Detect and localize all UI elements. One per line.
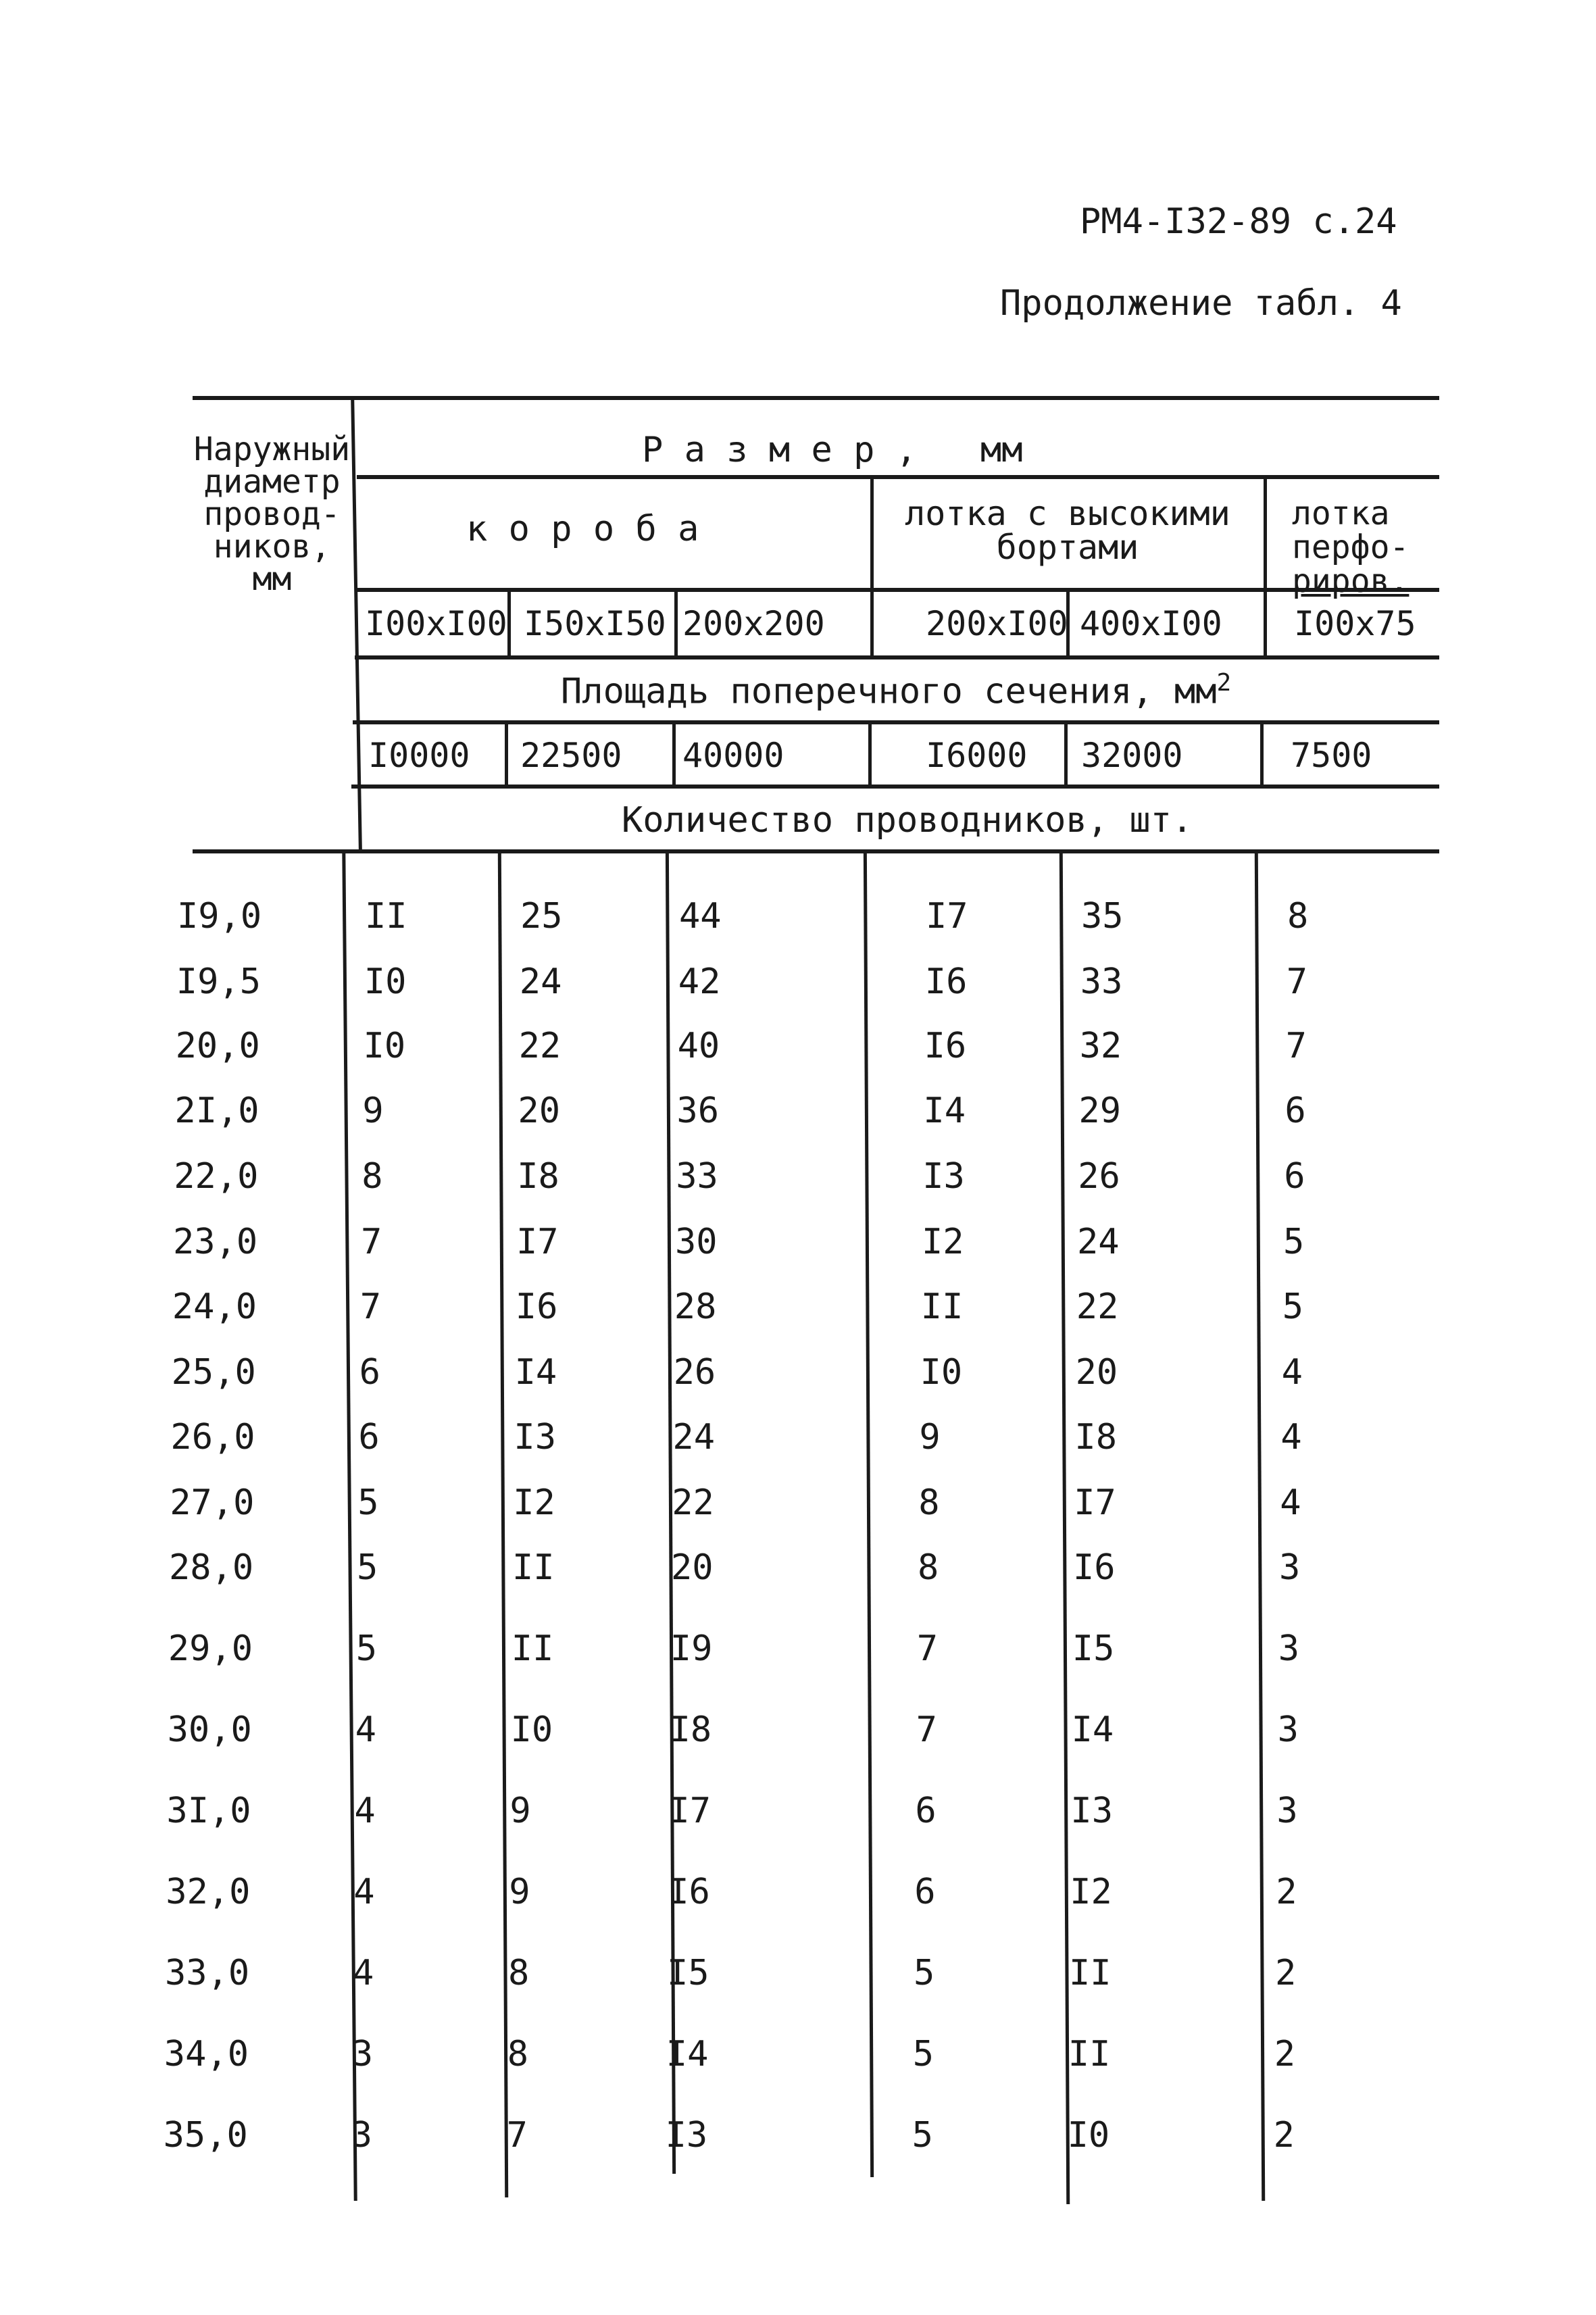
conductor-count-cell: 44 xyxy=(679,896,722,937)
conductor-count-cell: 6 xyxy=(359,1352,380,1393)
conductor-count-cell: 2 xyxy=(1275,1953,1297,1993)
diameter-cell: 32,0 xyxy=(166,1872,251,1912)
conductor-count-cell: 22 xyxy=(518,1026,562,1066)
conductor-count-cell: І0 xyxy=(920,1352,963,1393)
diameter-cell: 24,0 xyxy=(172,1287,257,1327)
area-cell: 7500 xyxy=(1291,736,1372,775)
perforated-tray-group-header xyxy=(1292,497,1409,598)
diameter-cell: 20,0 xyxy=(175,1026,260,1066)
col-rule-5-body xyxy=(1255,849,1265,2201)
diameter-cell: 23,0 xyxy=(173,1222,258,1262)
high-side-trays-line: лотка с высокими xyxy=(905,494,1230,533)
conductor-count-cell: 3 xyxy=(1276,1791,1298,1831)
conductor-count-cell: 3 xyxy=(1277,1710,1299,1750)
conductor-count-cell: 8 xyxy=(1287,896,1309,937)
conductor-count-cell: 5 xyxy=(357,1547,378,1588)
conductor-count-cell: 7 xyxy=(361,1222,382,1262)
group-header-rule xyxy=(357,588,1439,592)
table-continuation-caption: Продолжение табл. 4 xyxy=(1000,283,1402,324)
areas-rule xyxy=(351,785,1439,789)
col-rule-3-body xyxy=(864,849,874,2177)
conductor-count-cell: 26 xyxy=(1078,1156,1120,1197)
conductor-count-cell: І6 xyxy=(924,1026,967,1066)
conductor-count-cell: 4 xyxy=(1281,1352,1303,1393)
diameter-cell: 28,0 xyxy=(169,1547,254,1588)
conductor-count-cell: І9 xyxy=(670,1628,713,1669)
cross-section-area-label xyxy=(561,669,1232,712)
conductor-count-cell: 26 xyxy=(673,1352,716,1393)
conductor-count-cell: 5 xyxy=(912,2115,933,2156)
area-cell: І0000 xyxy=(368,736,470,775)
conductor-count-cell: І0 xyxy=(1067,2115,1110,2156)
conductor-count-cell: ІІ xyxy=(920,1287,964,1327)
outer-diameter-header-line: мм xyxy=(252,560,292,598)
conductor-count-cell: 9 xyxy=(919,1417,941,1458)
first-column-rule-body xyxy=(342,849,357,2201)
conductor-count-cell: 8 xyxy=(508,1953,530,1993)
conductor-count-cell: І7 xyxy=(668,1791,712,1831)
conductor-count-cell: І8 xyxy=(669,1710,712,1750)
conductor-count-cell: ІІ xyxy=(365,896,407,937)
col-rule-1-area xyxy=(505,720,508,785)
conductor-count-cell: ІІ xyxy=(512,1547,555,1588)
outer-diameter-header xyxy=(193,432,351,596)
conductor-count-label: Количество проводников, шт. xyxy=(622,800,1193,841)
conductor-count-cell: І3 xyxy=(1070,1791,1114,1831)
conductor-count-cell: І7 xyxy=(1074,1483,1116,1523)
conductor-count-cell: 20 xyxy=(518,1091,561,1131)
col-rule-5-area xyxy=(1260,720,1264,785)
conductor-count-cell: І3 xyxy=(922,1156,965,1197)
conductor-count-cell: 20 xyxy=(1075,1352,1118,1393)
diameter-cell: І9,0 xyxy=(177,896,262,937)
area-unit-superscript: 2 xyxy=(1216,669,1232,697)
conductor-count-cell: 22 xyxy=(672,1483,714,1523)
conductor-count-cell: 8 xyxy=(918,1483,940,1523)
diameter-cell: 29,0 xyxy=(168,1628,253,1669)
area-cell: 40000 xyxy=(682,736,784,775)
conductor-count-cell: 3 xyxy=(1278,1628,1300,1669)
conductor-count-cell: І5 xyxy=(667,1953,709,1993)
cross-section-area-text: Площадь поперечного сечения, мм xyxy=(561,671,1217,712)
size-cell: І50хІ50 xyxy=(524,604,666,643)
conductor-count-cell: 9 xyxy=(509,1791,531,1831)
conductor-count-cell: І3 xyxy=(514,1417,557,1458)
conductor-count-cell: 8 xyxy=(361,1156,383,1197)
conductor-count-cell: ІІ xyxy=(1069,1953,1112,1993)
conductor-count-cell: 20 xyxy=(671,1547,714,1588)
col-rule-1-body xyxy=(498,849,508,2197)
outer-diameter-header-line: Наружный xyxy=(193,430,351,468)
diameter-cell: 34,0 xyxy=(164,2034,249,2074)
size-header-rule xyxy=(357,475,1439,479)
conductor-count-cell: І5 xyxy=(1072,1628,1115,1669)
area-label-rule xyxy=(353,720,1439,724)
size-cell: І00хІ00 xyxy=(365,604,507,643)
size-cell: 200хІ00 xyxy=(926,604,1068,643)
size-cell: І00х75 xyxy=(1294,604,1416,643)
conductor-count-cell: 2 xyxy=(1276,1872,1297,1912)
conductor-count-cell: 6 xyxy=(358,1417,380,1458)
conductor-count-cell: 28 xyxy=(674,1287,717,1327)
conductor-count-cell: 5 xyxy=(355,1628,378,1669)
conductor-count-cell: І6 xyxy=(668,1872,710,1912)
outer-diameter-header-line: диаметр xyxy=(203,463,341,501)
conductor-count-cell: 7 xyxy=(1286,962,1308,1002)
diameter-cell: І9,5 xyxy=(176,962,261,1002)
sizes-rule xyxy=(355,655,1439,659)
outer-diameter-header-line: ников, xyxy=(213,528,331,566)
conductor-count-cell: 42 xyxy=(678,962,721,1002)
first-column-rule xyxy=(351,396,362,849)
conductor-count-cell: 5 xyxy=(1282,1287,1304,1327)
conductor-count-cell: 6 xyxy=(914,1872,936,1912)
conductor-count-cell: 2 xyxy=(1274,2034,1296,2074)
boxes-group-header: к о р о б а xyxy=(466,509,699,549)
conductor-count-cell: 24 xyxy=(1077,1222,1120,1262)
conductor-count-cell: 40 xyxy=(677,1026,720,1066)
conductor-count-cell: 7 xyxy=(1285,1026,1307,1066)
area-cell: 22500 xyxy=(520,736,622,775)
conductor-count-cell: 36 xyxy=(676,1091,720,1131)
conductor-count-cell: 4 xyxy=(1280,1483,1301,1523)
conductor-count-cell: 4 xyxy=(355,1710,376,1750)
conductor-count-cell: 35 xyxy=(1081,896,1124,937)
perforated-tray-line: лотка xyxy=(1292,495,1390,532)
conductor-count-cell: 6 xyxy=(1285,1091,1306,1131)
conductor-count-cell: І2 xyxy=(1070,1872,1112,1912)
conductor-count-cell: 8 xyxy=(507,2034,529,2074)
diameter-cell: 35,0 xyxy=(163,2115,248,2156)
conductor-count-cell: ІІ xyxy=(511,1628,554,1669)
col-rule-3-area xyxy=(868,720,872,785)
conductor-count-cell: 3 xyxy=(1279,1547,1301,1588)
conductor-count-cell: 3 xyxy=(351,2034,374,2074)
conductor-count-cell: ІІ xyxy=(1068,2034,1111,2074)
col-rule-5 xyxy=(1264,475,1267,655)
diameter-cell: 3І,0 xyxy=(166,1791,251,1831)
conductor-count-cell: 24 xyxy=(672,1417,716,1458)
conductor-count-cell: 9 xyxy=(509,1872,530,1912)
perforated-tray-line: риров. xyxy=(1292,562,1410,600)
conductor-count-cell: 7 xyxy=(359,1287,382,1327)
high-side-trays-group-header xyxy=(872,494,1264,567)
conductor-count-cell: І6 xyxy=(924,962,968,1002)
col-rule-4-body xyxy=(1059,849,1070,2204)
conductor-count-cell: І0 xyxy=(510,1710,553,1750)
conductor-count-cell: 3 xyxy=(351,2115,372,2156)
conductor-count-cell: І2 xyxy=(513,1483,555,1523)
conductor-count-cell: 5 xyxy=(912,2034,934,2074)
conductor-count-cell: І4 xyxy=(514,1352,557,1393)
perforated-tray-line: перфо- xyxy=(1292,528,1410,566)
diameter-cell: 26,0 xyxy=(170,1417,255,1458)
conductor-count-cell: 32 xyxy=(1079,1026,1122,1066)
conductor-count-cell: 6 xyxy=(1284,1156,1305,1197)
conductor-count-cell: І8 xyxy=(517,1156,559,1197)
conductor-count-cell: 4 xyxy=(353,1872,375,1912)
document-reference: РМ4-І32-89 с.24 xyxy=(1080,201,1397,242)
conductor-count-cell: 25 xyxy=(520,896,563,937)
diameter-cell: 33,0 xyxy=(165,1953,250,1993)
conductor-count-cell: 22 xyxy=(1076,1287,1119,1327)
conductor-count-cell: 2 xyxy=(1273,2115,1295,2156)
outer-diameter-header-line: провод- xyxy=(203,495,341,533)
conductor-count-cell: 5 xyxy=(914,1953,935,1993)
conductor-count-cell: 7 xyxy=(916,1710,937,1750)
col-rule-4-area xyxy=(1064,720,1068,785)
size-header: Р а з м е р , мм xyxy=(642,430,1023,470)
conductor-count-cell: 9 xyxy=(362,1091,384,1131)
conductor-count-cell: 30 xyxy=(675,1222,718,1262)
conductor-count-cell: 5 xyxy=(357,1483,379,1523)
diameter-cell: 25,0 xyxy=(171,1352,256,1393)
conductor-count-cell: 29 xyxy=(1078,1091,1122,1131)
conductor-count-cell: І4 xyxy=(923,1091,966,1131)
conductor-count-cell: І4 xyxy=(666,2034,709,2074)
col-rule-2-area xyxy=(672,720,676,785)
conductor-count-cell: 4 xyxy=(354,1791,376,1831)
size-cell: 400хІ00 xyxy=(1080,604,1222,643)
conductor-count-cell: І6 xyxy=(1073,1547,1116,1588)
conductor-count-cell: 6 xyxy=(915,1791,937,1831)
diameter-cell: 22,0 xyxy=(174,1156,259,1197)
conductor-count-cell: І0 xyxy=(364,962,407,1002)
conductor-count-cell: 7 xyxy=(506,2115,528,2156)
col-rule-1 xyxy=(507,588,511,655)
high-side-trays-line: бортами xyxy=(996,528,1139,567)
diameter-cell: 27,0 xyxy=(170,1483,255,1523)
area-cell: 32000 xyxy=(1081,736,1183,775)
area-cell: І6000 xyxy=(926,736,1028,775)
conductor-count-cell: 24 xyxy=(519,962,562,1002)
conductor-count-cell: І3 xyxy=(665,2115,708,2156)
size-cell: 200х200 xyxy=(682,604,825,643)
conductor-count-cell: 7 xyxy=(916,1628,939,1669)
table-top-rule xyxy=(193,396,1439,400)
conductor-count-cell: І7 xyxy=(516,1222,559,1262)
conductor-count-cell: 8 xyxy=(918,1547,939,1588)
conductor-count-cell: І0 xyxy=(363,1026,406,1066)
conductor-count-cell: 4 xyxy=(353,1953,374,1993)
conductor-count-cell: 5 xyxy=(1283,1222,1305,1262)
conductor-count-cell: І7 xyxy=(926,896,968,937)
conductor-count-cell: І4 xyxy=(1071,1710,1114,1750)
diameter-cell: 30,0 xyxy=(167,1710,252,1750)
conductor-count-cell: І8 xyxy=(1074,1417,1118,1458)
conductor-count-cell: 33 xyxy=(676,1156,718,1197)
conductor-count-cell: 33 xyxy=(1080,962,1123,1002)
col-rule-2 xyxy=(674,588,678,655)
conductor-count-cell: 4 xyxy=(1280,1417,1302,1458)
diameter-cell: 2І,0 xyxy=(174,1091,259,1131)
conductor-count-cell: І2 xyxy=(922,1222,964,1262)
conductor-count-cell: І6 xyxy=(515,1287,558,1327)
table-header-bottom-rule xyxy=(193,849,1439,853)
